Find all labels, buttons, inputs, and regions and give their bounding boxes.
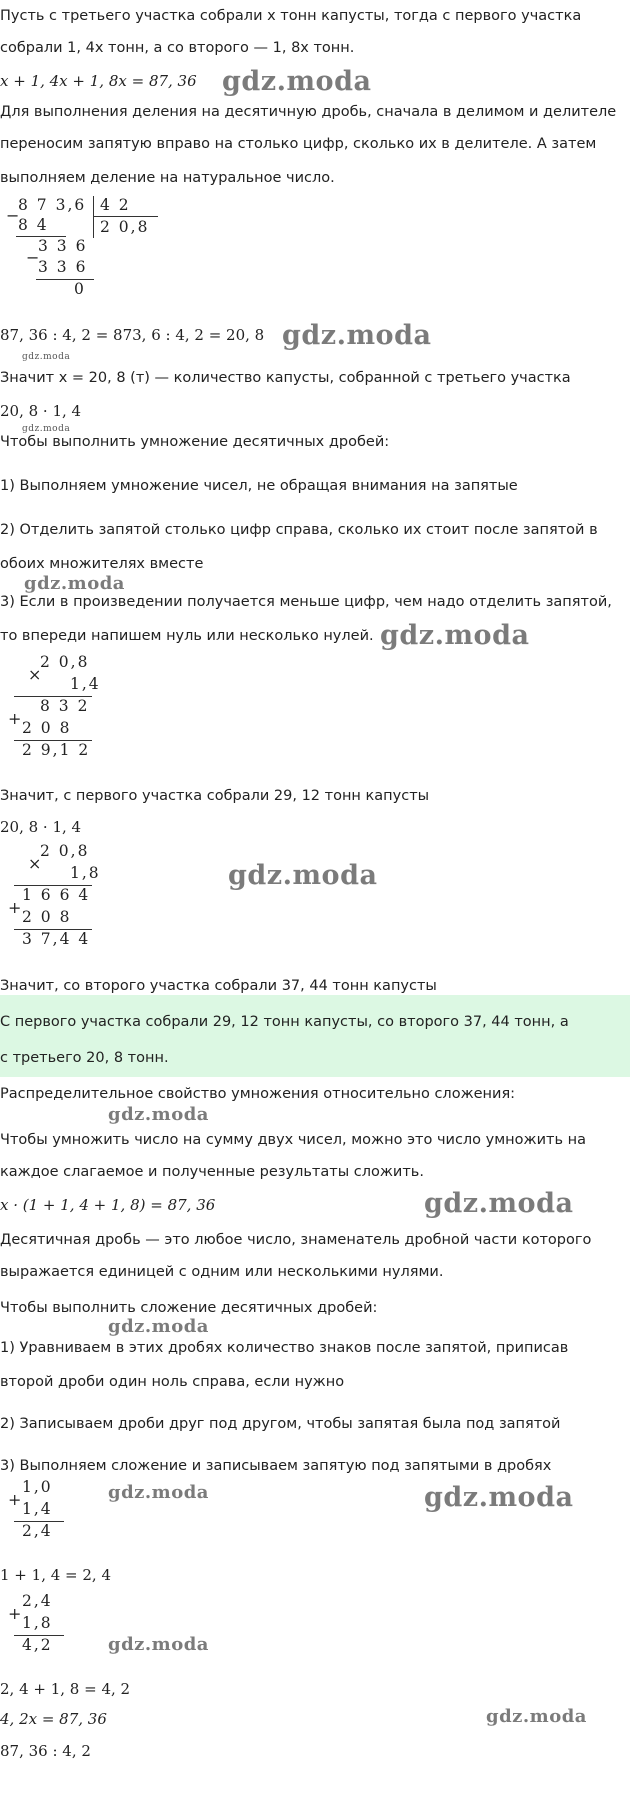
addition-2 <box>0 1592 80 1664</box>
times-sign: × <box>28 665 42 684</box>
addition-result-1: 1 + 1, 4 = 2, 4 <box>0 1566 111 1584</box>
multiplication-1 <box>0 653 110 768</box>
mult1-factor-a: 2 0,8 <box>40 653 90 671</box>
text-line-31: 3) Выполняем сложение и записываем запятую под запятыми в дробях <box>0 1458 552 1474</box>
text-line-12: 2) Отделить запятой столько цифр справа, сколько их стоит после запятой в <box>0 522 598 538</box>
answer-line-2: с третьего 20, 8 тонн. <box>0 1050 169 1066</box>
text-line-26: выражается единицей с одним или несколькими нулями. <box>0 1264 444 1280</box>
multiplication-2 <box>0 842 110 957</box>
mult1-partial-1: 8 3 2 <box>40 697 90 715</box>
text-line-30: 2) Записываем дроби друг под другом, чтобы запятая была под запятой <box>0 1416 561 1432</box>
watermark-logo: gdz.moda <box>22 424 71 434</box>
watermark-logo: gdz.moda <box>108 1316 209 1337</box>
mult2-factor-a: 2 0,8 <box>40 842 90 860</box>
minus-sign: − <box>6 206 20 225</box>
watermark-logo: gdz.moda <box>108 1634 209 1655</box>
text-line-18: Значит, со второго участка собрали 37, 44 тонн капусты <box>0 978 437 994</box>
text-line-16: Значит, с первого участка собрали 29, 12 тонн капусты <box>0 788 430 804</box>
plus-sign: + <box>8 709 22 728</box>
remainder-1: 3 3 6 <box>38 237 88 255</box>
watermark-logo: gdz.moda <box>282 320 432 351</box>
text-line-23: каждое слагаемое и полученные результаты сложить. <box>0 1164 424 1180</box>
divisor-underline <box>93 216 158 217</box>
plus-sign: + <box>8 1490 22 1509</box>
text-line-25: Десятичная дробь — это любое число, знаменатель дробной части которого <box>0 1232 592 1248</box>
mult2-result: 3 7,4 4 <box>22 930 91 948</box>
text-line-6: выполняем деление на натуральное число. <box>0 170 335 186</box>
watermark-logo: gdz.moda <box>108 1104 209 1125</box>
watermark-logo: gdz.moda <box>222 66 372 97</box>
text-line-10: Чтобы выполнить умножение десятичных дробей: <box>0 434 390 450</box>
add1-result: 2,4 <box>22 1522 53 1540</box>
watermark-logo: gdz.moda <box>486 1706 587 1727</box>
minus-sign-2: − <box>26 248 40 267</box>
watermark-logo: gdz.moda <box>228 860 378 891</box>
text-line-2: собрали 1, 4x тонн, а со второго — 1, 8x тонн. <box>0 40 355 56</box>
mult2-factor-b: 1,8 <box>70 864 101 882</box>
product-expression-2: 20, 8 · 1, 4 <box>0 818 82 836</box>
add1-term-b: 1,4 <box>22 1500 53 1518</box>
plus-sign: + <box>8 1604 22 1623</box>
subtrahend-2: 3 3 6 <box>38 258 88 276</box>
add2-result: 4,2 <box>22 1636 53 1654</box>
product-expression-1: 20, 8 · 1, 4 <box>0 402 82 420</box>
text-line-29: второй дроби один ноль справа, если нужно <box>0 1374 345 1390</box>
long-division <box>0 196 170 306</box>
times-sign: × <box>28 854 42 873</box>
watermark-logo: gdz.moda <box>424 1188 574 1219</box>
text-line-28: 1) Уравниваем в этих дробях количество знаков после запятой, приписав <box>0 1340 569 1356</box>
text-line-4: Для выполнения деления на десятичную дробь, сначала в делимом и делителе <box>0 104 617 120</box>
final-division: 87, 36 : 4, 2 <box>0 1742 91 1760</box>
watermark-logo: gdz.moda <box>380 620 530 651</box>
mult2-partial-1: 1 6 6 4 <box>22 886 91 904</box>
mult1-partial-2: 2 0 8 <box>22 719 72 737</box>
mult2-partial-2: 2 0 8 <box>22 908 72 926</box>
watermark-logo: gdz.moda <box>22 352 71 362</box>
text-line-13: обоих множителях вместе <box>0 556 204 572</box>
watermark-logo: gdz.moda <box>108 1482 209 1503</box>
addition-1 <box>0 1478 80 1550</box>
text-line-5: переносим запятую вправо на столько цифр, сколько их в делителе. А затем <box>0 136 597 152</box>
answer-line-1: С первого участка собрали 29, 12 тонн капусты, со второго 37, 44 тонн, а <box>0 1014 569 1030</box>
text-line-15: то впереди напишем нуль или несколько нулей. <box>0 628 374 644</box>
text-line-21: Распределительное свойство умножения относительно сложения: <box>0 1086 516 1102</box>
dividend: 8 7 3,6 <box>18 196 87 214</box>
simplified-equation: 4, 2x = 87, 36 <box>0 1710 107 1728</box>
add2-term-a: 2,4 <box>22 1592 53 1610</box>
text-line-11: 1) Выполняем умножение чисел, не обращая внимания на запятые <box>0 478 518 494</box>
division-result-line: 87, 36 : 4, 2 = 873, 6 : 4, 2 = 20, 8 <box>0 326 265 344</box>
add1-term-a: 1,0 <box>22 1478 53 1496</box>
text-line-22: Чтобы умножить число на сумму двух чисел, можно это число умножить на <box>0 1132 586 1148</box>
add2-term-b: 1,8 <box>22 1614 53 1632</box>
remainder-2: 0 <box>74 280 86 298</box>
subtrahend-1: 8 4 <box>18 216 49 234</box>
divisor: 4 2 <box>100 196 131 214</box>
factored-equation: x · (1 + 1, 4 + 1, 8) = 87, 36 <box>0 1196 216 1214</box>
watermark-logo: gdz.moda <box>24 573 125 594</box>
text-line-8: Значит x = 20, 8 (т) — количество капусты, собранной с третьего участка <box>0 370 571 386</box>
mult1-result: 2 9,1 2 <box>22 741 91 759</box>
equation-line: x + 1, 4x + 1, 8x = 87, 36 <box>0 72 197 90</box>
text-line-1: Пусть с третьего участка собрали x тонн капусты, тогда с первого участка <box>0 8 582 24</box>
addition-result-2: 2, 4 + 1, 8 = 4, 2 <box>0 1680 131 1698</box>
text-line-14: 3) Если в произведении получается меньше цифр, чем надо отделить запятой, <box>0 594 612 610</box>
plus-sign: + <box>8 898 22 917</box>
quotient: 2 0,8 <box>100 218 150 236</box>
mult1-factor-b: 1,4 <box>70 675 101 693</box>
text-line-27: Чтобы выполнить сложение десятичных дробей: <box>0 1300 378 1316</box>
watermark-logo: gdz.moda <box>424 1482 574 1513</box>
division-bar <box>93 196 94 238</box>
